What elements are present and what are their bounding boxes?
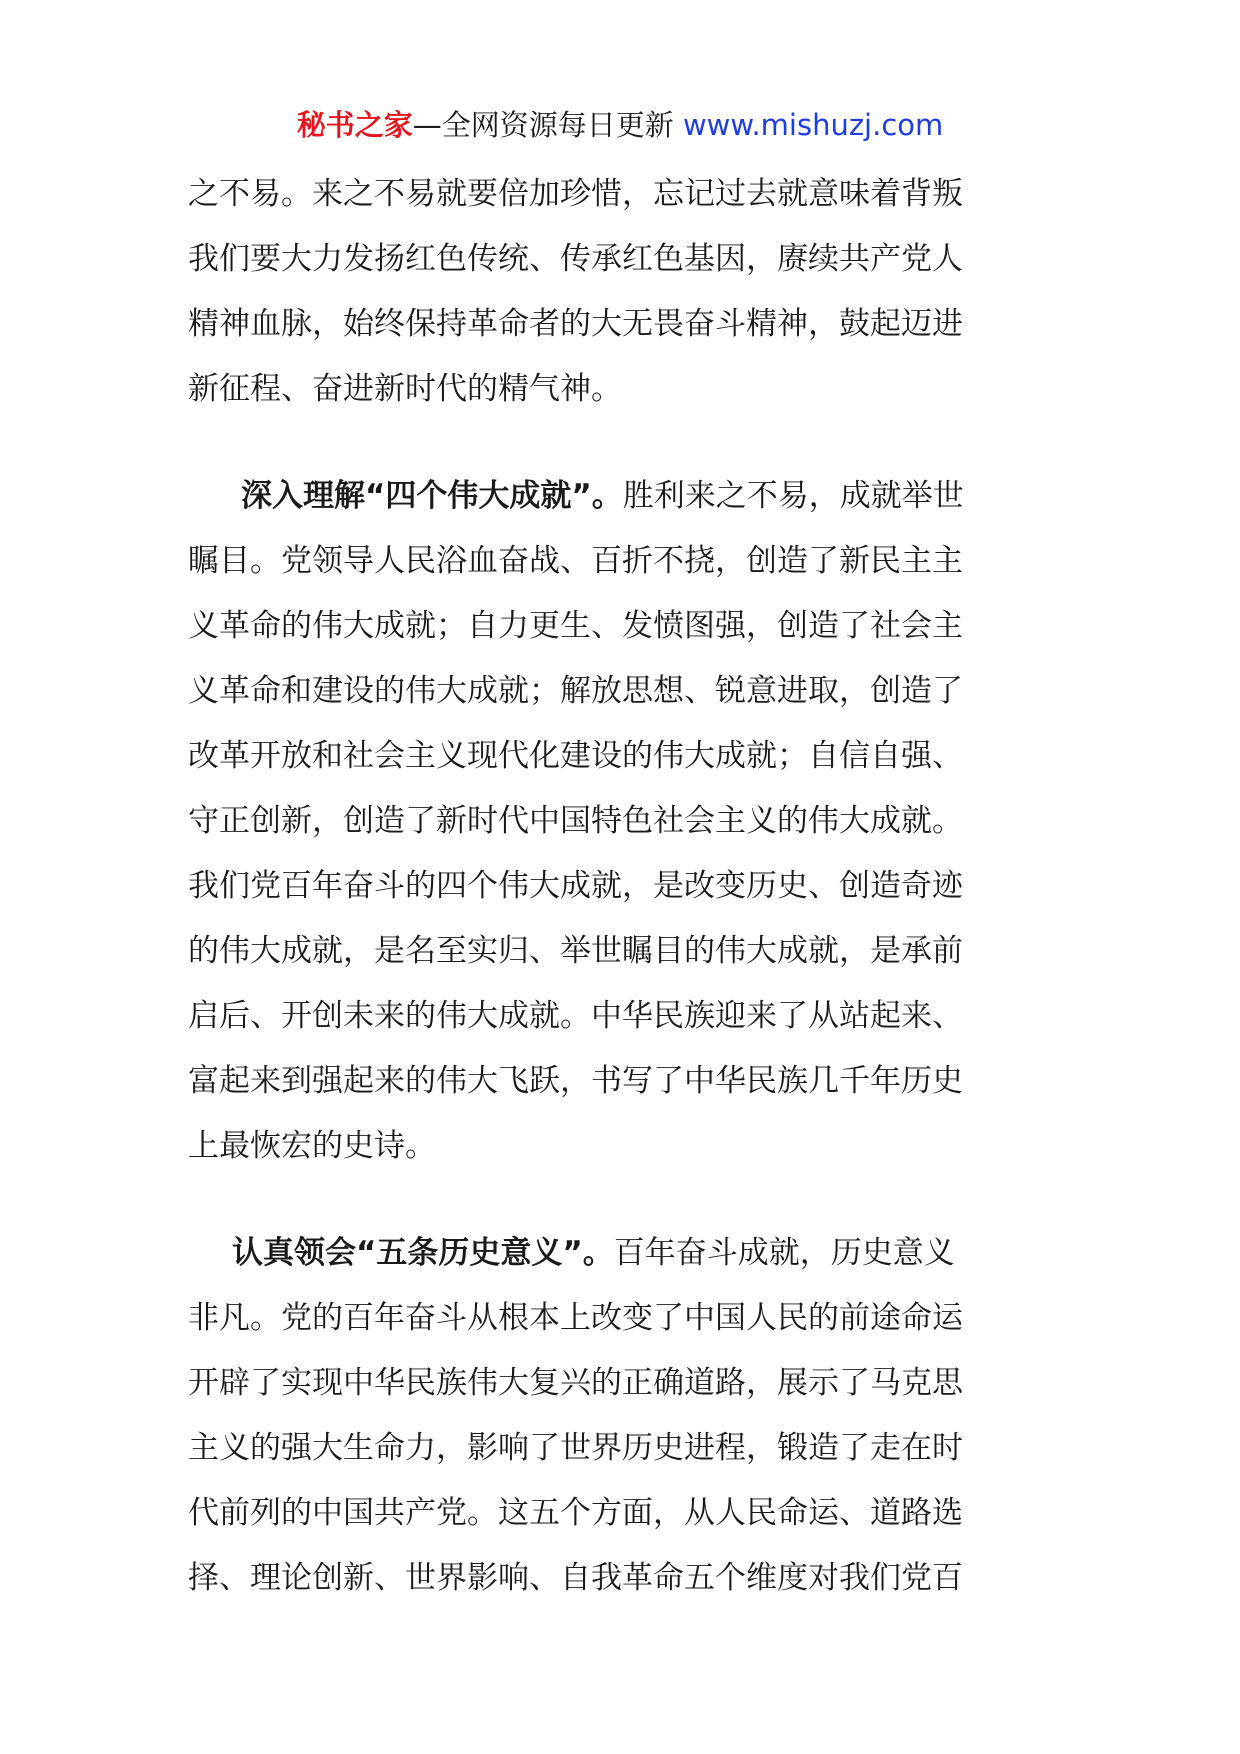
paragraph-first-line (188, 1221, 1056, 1286)
site-url-link[interactable]: www.mishuzj.com (682, 108, 944, 142)
text-line: 的伟大成就，是名至实归、举世瞩目的伟大成就，是承前 (188, 933, 963, 969)
text-line: 启后、开创未来的伟大成就。中华民族迎来了从站起来、 (188, 998, 963, 1034)
text-line: 择、理论创新、世界影响、自我革命五个维度对我们党百 (188, 1560, 963, 1596)
heading-rest-text: 百年奋斗成就，历史意义 (613, 1235, 955, 1271)
paragraph-2 (188, 464, 1056, 1179)
section-heading: 深入理解“四个伟大成就”。 (241, 478, 623, 514)
paragraph-1 (188, 162, 1056, 422)
paragraph-3 (188, 1221, 1056, 1611)
text-line: 义革命的伟大成就；自力更生、发愤图强，创造了社会主 (188, 608, 963, 644)
text-line: 我们党百年奋斗的四个伟大成就，是改变历史、创造奇迹 (188, 868, 963, 904)
text-line: 代前列的中国共产党。这五个方面，从人民命运、道路选 (188, 1495, 963, 1531)
text-line: 改革开放和社会主义现代化建设的伟大成就；自信自强、 (188, 738, 963, 774)
text-line: 上最恢宏的史诗。 (188, 1128, 436, 1164)
text-line: 开辟了实现中华民族伟大复兴的正确道路，展示了马克思 (188, 1365, 963, 1401)
text-line: 义革命和建设的伟大成就；解放思想、锐意进取，创造了 (188, 673, 963, 709)
text-line: 富起来到强起来的伟大飞跃，书写了中华民族几千年历史 (188, 1063, 963, 1099)
text-line: 瞩目。党领导人民浴血奋战、百折不挠，创造了新民主主 (188, 543, 963, 579)
site-tagline: —全网资源每日更新 (412, 108, 674, 142)
text-line: 守正创新，创造了新时代中国特色社会主义的伟大成就。 (188, 803, 963, 839)
text-line: 我们要大力发扬红色传统、传承红色基因，赓续共产党人 (188, 241, 963, 277)
document-body (188, 162, 1056, 1611)
heading-rest-text: 胜利来之不易，成就举世 (622, 478, 964, 514)
text-line: 之不易。来之不易就要倍加珍惜，忘记过去就意味着背叛 (188, 176, 963, 212)
paragraph-first-line (188, 464, 1056, 529)
section-heading: 认真领会“五条历史意义”。 (232, 1235, 614, 1271)
page-header (0, 103, 1240, 147)
site-brand: 秘书之家 (296, 108, 413, 142)
text-line: 新征程、奋进新时代的精气神。 (188, 371, 622, 407)
text-line: 主义的强大生命力，影响了世界历史进程，锻造了走在时 (188, 1430, 963, 1466)
text-line: 精神血脉，始终保持革命者的大无畏奋斗精神，鼓起迈进 (188, 306, 963, 342)
text-line: 非凡。党的百年奋斗从根本上改变了中国人民的前途命运 (188, 1300, 963, 1336)
